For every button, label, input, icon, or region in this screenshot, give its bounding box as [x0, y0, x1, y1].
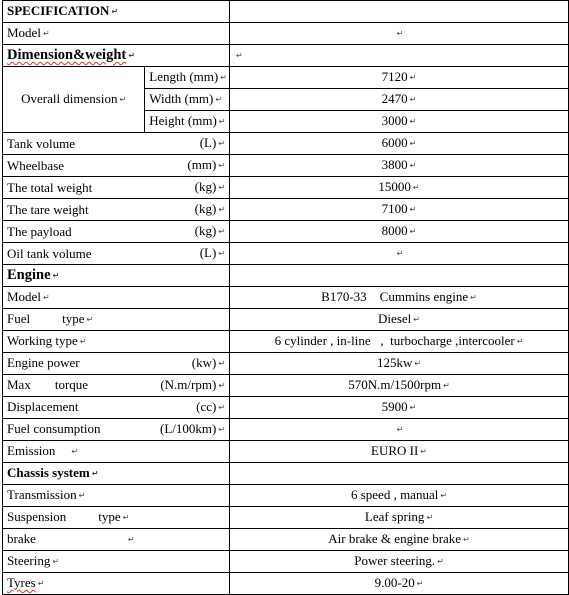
paragraph-mark-icon: ↵	[409, 227, 417, 237]
engine-power-value-cell	[230, 352, 569, 374]
dim-value-cell	[230, 89, 569, 111]
weight-unit: (L)	[199, 135, 217, 151]
paragraph-mark-icon: ↵	[218, 205, 226, 215]
weight-unit: (kg)	[194, 201, 217, 217]
paragraph-mark-icon: ↵	[52, 557, 60, 567]
brake-label-cell	[3, 529, 230, 551]
chassis-header: Chassis system	[7, 464, 90, 480]
paragraph-mark-icon: ↵	[409, 73, 417, 83]
tyres-row	[3, 573, 569, 595]
paragraph-mark-icon: ↵	[409, 161, 417, 171]
displacement-unit-cell	[145, 396, 230, 418]
engine-power-unit-cell	[145, 352, 230, 374]
weight-unit-cell	[145, 133, 230, 155]
paragraph-mark-icon: ↵	[218, 183, 226, 193]
tyres-label: Tyres	[7, 575, 36, 591]
weight-unit: (mm)	[187, 157, 217, 173]
max-torque-unit-cell	[145, 374, 230, 396]
weight-value-cell	[230, 243, 569, 265]
weight-label: The total weight	[7, 179, 93, 195]
engine-model-label: Model	[7, 288, 41, 304]
paragraph-mark-icon: ↵	[409, 95, 417, 105]
paragraph-mark-icon: ↵	[220, 73, 227, 83]
model-value-cell	[230, 23, 569, 45]
emission-value: EURO II	[371, 442, 419, 458]
steering-label: Steering	[7, 553, 51, 569]
weight-label-cell	[3, 221, 145, 243]
paragraph-mark-icon: ↵	[127, 535, 135, 545]
displacement-value-cell	[230, 396, 569, 418]
paragraph-mark-icon: ↵	[409, 205, 417, 215]
weight-label-cell	[3, 177, 145, 199]
working-type-value: 6 cylinder , in-line , turbocharge ,intercooler	[274, 332, 515, 348]
title-cell	[3, 1, 230, 23]
dim-label-cell	[145, 89, 230, 111]
working-type-value-cell	[230, 330, 569, 352]
paragraph-mark-icon: ↵	[37, 579, 45, 589]
paragraph-mark-icon: ↵	[71, 446, 79, 456]
weight-row	[3, 177, 569, 199]
paragraph-mark-icon: ↵	[91, 469, 99, 478]
displacement-value: 5900	[381, 398, 408, 414]
paragraph-mark-icon: ↵	[218, 117, 226, 127]
max-torque-unit: (N.m/rpm)	[160, 376, 217, 392]
torque-label: torque	[54, 377, 89, 393]
paragraph-mark-icon: ↵	[42, 29, 50, 39]
dimension-header: Dimension&weight	[7, 47, 127, 64]
working-type-label: Working type	[7, 332, 78, 348]
brake-label: brake	[7, 531, 36, 547]
paragraph-mark-icon: ↵	[111, 7, 119, 17]
paragraph-mark-icon: ↵	[78, 491, 86, 501]
paragraph-mark-icon: ↵	[413, 314, 420, 324]
steering-value: Power steering.	[354, 553, 436, 569]
model-row	[3, 23, 569, 45]
transmission-label: Transmission	[7, 487, 77, 502]
weight-value-cell	[230, 133, 569, 155]
brake-row	[3, 529, 569, 551]
weight-row	[3, 155, 569, 177]
displacement-label: Displacement	[7, 399, 79, 415]
weight-value-cell	[230, 199, 569, 221]
weight-value: 6000	[381, 135, 408, 151]
paragraph-mark-icon: ↵	[52, 270, 60, 280]
dim-label: Length (mm)	[149, 69, 219, 85]
weight-value-cell	[230, 177, 569, 199]
engine-power-label-cell	[3, 352, 145, 374]
weight-unit: (L)	[199, 245, 217, 261]
dimension-header-cell	[3, 45, 230, 67]
weight-label: Oil tank volume	[7, 245, 92, 261]
dim-value: 7120	[381, 69, 408, 85]
paragraph-mark-icon: ↵	[218, 249, 226, 259]
weight-label-cell	[3, 133, 145, 155]
chassis-header-row	[3, 462, 569, 484]
paragraph-mark-icon: ↵	[440, 491, 448, 501]
engine-header-cell	[3, 265, 230, 287]
displacement-label-cell	[3, 396, 145, 418]
weight-row	[3, 221, 569, 243]
suspension-row	[3, 507, 569, 529]
paragraph-mark-icon: ↵	[396, 249, 404, 259]
tyres-value: 9.00-20	[374, 575, 415, 591]
model-label-cell	[3, 23, 230, 45]
weight-value-cell	[230, 221, 569, 243]
page-title: SPECIFICATION	[7, 3, 110, 18]
transmission-label-cell	[3, 485, 230, 507]
engine-power-label: Engine power	[7, 355, 80, 371]
paragraph-mark-icon: ↵	[420, 446, 427, 456]
weight-label-cell	[3, 199, 145, 221]
dim-label-cell	[145, 111, 230, 133]
steering-value-cell	[230, 551, 569, 573]
fuel-consumption-row	[3, 418, 569, 440]
suspension-label: Suspension	[7, 509, 67, 525]
weight-unit-cell	[145, 243, 230, 265]
dim-row-length	[3, 67, 569, 89]
paragraph-mark-icon: ↵	[437, 557, 444, 567]
dim-value-cell	[230, 111, 569, 133]
engine-header-row	[3, 265, 569, 287]
max-torque-value-cell	[230, 374, 569, 396]
fuel-consumption-label: Fuel consumption	[7, 421, 101, 437]
suspension-value: Leaf spring	[364, 509, 425, 525]
steering-row	[3, 551, 569, 573]
brake-value: Air brake & engine brake	[328, 531, 462, 547]
weight-unit-cell	[145, 199, 230, 221]
fuel-type-value: Diesel	[378, 310, 412, 326]
paragraph-mark-icon: ↵	[218, 358, 226, 368]
max-torque-label-cell	[3, 374, 145, 396]
transmission-row	[3, 485, 569, 507]
working-type-label-cell	[3, 330, 230, 352]
paragraph-mark-icon: ↵	[218, 227, 226, 237]
fuel-type-label: type	[62, 310, 85, 326]
title-empty-cell	[230, 1, 569, 23]
fuel-type-label-cell	[3, 308, 230, 330]
paragraph-mark-icon: ↵	[218, 139, 226, 149]
weight-label: Tank volume	[7, 135, 76, 151]
weight-label: The payload	[7, 223, 72, 239]
paragraph-mark-icon: ↵	[218, 424, 226, 434]
paragraph-mark-icon: ↵	[412, 183, 420, 193]
engine-model-row	[3, 286, 569, 308]
paragraph-mark-icon: ↵	[414, 358, 422, 368]
transmission-value-cell	[230, 485, 569, 507]
weight-row	[3, 199, 569, 221]
chassis-header-cell	[3, 462, 230, 484]
displacement-unit: (cc)	[196, 398, 217, 414]
displacement-row	[3, 396, 569, 418]
fuel-label: Fuel	[7, 310, 31, 326]
overall-dimension-label: Overall dimension	[21, 91, 118, 107]
weight-value: 8000	[381, 223, 408, 239]
weight-value: 7100	[381, 201, 408, 217]
weight-value: 3800	[381, 157, 408, 173]
fuel-consumption-value-cell	[230, 418, 569, 440]
engine-power-row	[3, 352, 569, 374]
weight-value-cell	[230, 155, 569, 177]
weight-unit-cell	[145, 155, 230, 177]
tyres-label-cell	[3, 573, 230, 595]
engine-model-value-cell	[230, 286, 569, 308]
max-label: Max	[7, 377, 31, 393]
weight-unit: (kg)	[194, 179, 217, 195]
working-type-row	[3, 330, 569, 352]
tyres-value-cell	[230, 573, 569, 595]
fuel-consumption-label-cell	[3, 418, 145, 440]
paragraph-mark-icon: ↵	[409, 402, 417, 412]
transmission-value: 6 speed , manual	[350, 487, 439, 502]
dim-value: 2470	[381, 91, 408, 107]
max-torque-row	[3, 374, 569, 396]
suspension-label-cell	[3, 507, 230, 529]
dimension-header-row	[3, 45, 569, 67]
paragraph-mark-icon: ↵	[443, 380, 450, 390]
paragraph-mark-icon: ↵	[218, 402, 226, 412]
paragraph-mark-icon: ↵	[416, 579, 424, 589]
dim-value: 3000	[381, 113, 408, 129]
emission-row	[3, 440, 569, 462]
fuel-consumption-unit: (L/100km)	[159, 420, 217, 436]
fuel-type-value-cell	[230, 308, 569, 330]
weight-unit-cell	[145, 221, 230, 243]
paragraph-mark-icon: ↵	[236, 51, 243, 61]
engine-power-unit: (kw)	[191, 354, 217, 370]
paragraph-mark-icon: ↵	[79, 336, 87, 346]
paragraph-mark-icon: ↵	[119, 95, 127, 105]
brake-value-cell	[230, 529, 569, 551]
weight-row	[3, 133, 569, 155]
suspension-type-label: type	[98, 509, 121, 525]
paragraph-mark-icon: ↵	[218, 380, 226, 390]
weight-unit: (kg)	[194, 223, 217, 239]
paragraph-mark-icon: ↵	[122, 513, 130, 523]
engine-header: Engine	[7, 267, 51, 284]
title-row	[3, 1, 569, 23]
paragraph-mark-icon: ↵	[470, 292, 477, 302]
paragraph-mark-icon: ↵	[426, 513, 434, 523]
paragraph-mark-icon: ↵	[218, 161, 226, 171]
paragraph-mark-icon: ↵	[215, 95, 223, 105]
overall-dimension-cell	[3, 67, 145, 133]
model-label: Model	[7, 25, 41, 41]
weight-unit-cell	[145, 177, 230, 199]
paragraph-mark-icon: ↵	[396, 29, 404, 39]
dim-value-cell	[230, 67, 569, 89]
max-torque-value: 570N.m/1500rpm	[348, 376, 442, 392]
emission-label: Emission	[7, 442, 56, 458]
paragraph-mark-icon: ↵	[86, 314, 94, 324]
engine-model-label-cell	[3, 286, 230, 308]
engine-header-empty	[230, 265, 569, 287]
dim-label-cell	[145, 67, 230, 89]
paragraph-mark-icon: ↵	[42, 292, 50, 302]
weight-label-cell	[3, 243, 145, 265]
fuel-consumption-unit-cell	[145, 418, 230, 440]
engine-model-value: B170-33 Cummins engine	[321, 288, 469, 304]
paragraph-mark-icon: ↵	[409, 117, 417, 127]
paragraph-mark-icon: ↵	[409, 139, 417, 149]
dim-label: Height (mm)	[149, 113, 217, 129]
chassis-header-empty	[230, 462, 569, 484]
specification-table	[2, 0, 569, 595]
weight-value: 15000	[378, 179, 411, 195]
fuel-type-row	[3, 308, 569, 330]
suspension-value-cell	[230, 507, 569, 529]
engine-power-value: 125kw	[376, 354, 413, 370]
paragraph-mark-icon: ↵	[516, 336, 524, 346]
paragraph-mark-icon: ↵	[463, 535, 470, 545]
weight-label: The tare weight	[7, 201, 89, 217]
emission-label-cell	[3, 440, 230, 462]
weight-label: Wheelbase	[7, 157, 65, 173]
weight-label-cell	[3, 155, 145, 177]
steering-label-cell	[3, 551, 230, 573]
weight-row	[3, 243, 569, 265]
emission-value-cell	[230, 440, 569, 462]
dim-label: Width (mm)	[149, 91, 214, 107]
dimension-header-empty	[230, 45, 569, 67]
paragraph-mark-icon: ↵	[396, 424, 404, 434]
paragraph-mark-icon: ↵	[128, 50, 135, 60]
